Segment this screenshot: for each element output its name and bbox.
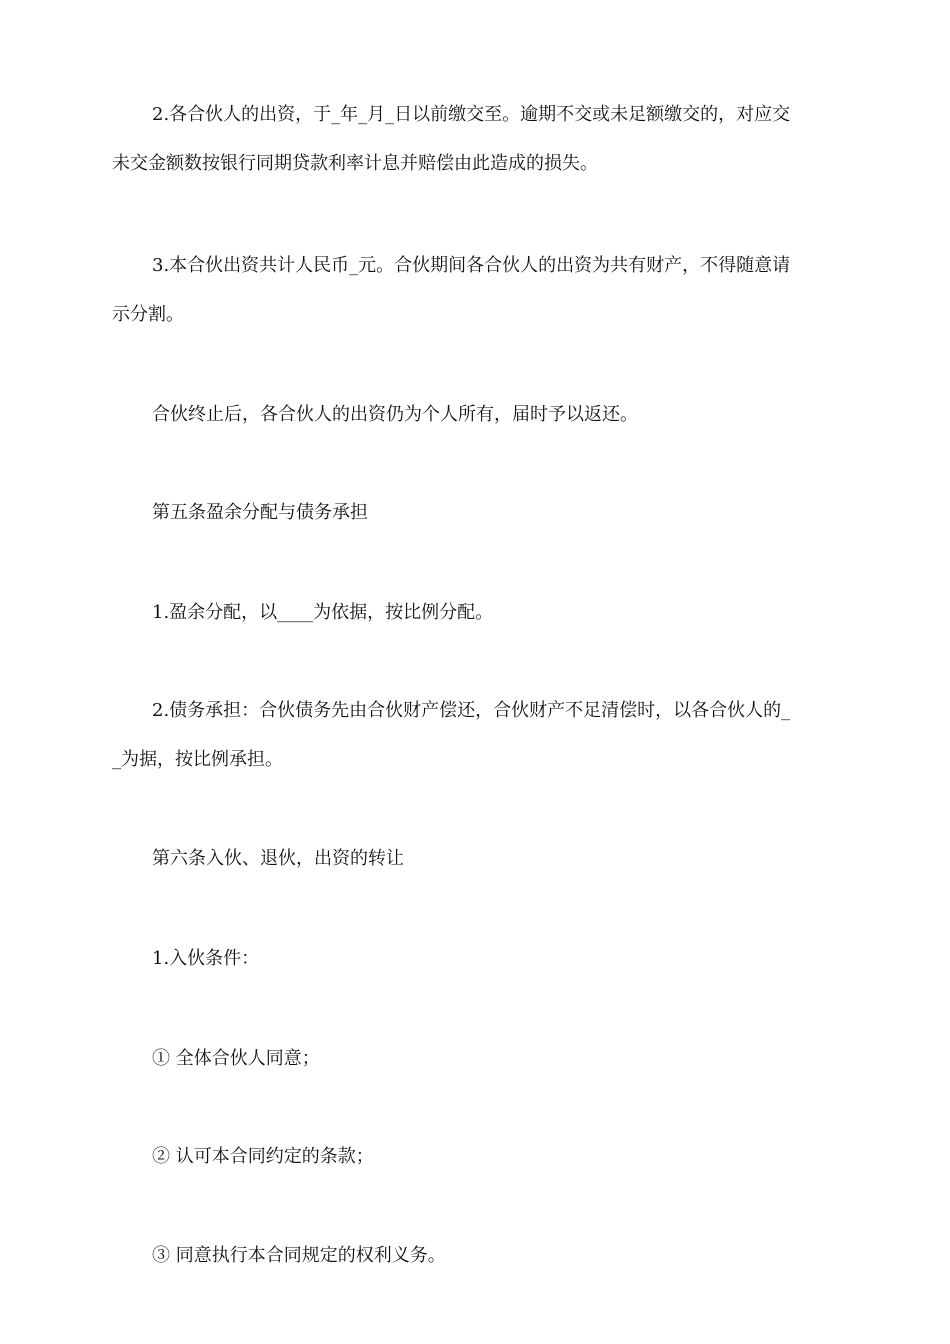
list-item-condition-2 (112, 1132, 838, 1181)
paragraph-contribution-deadline (112, 90, 838, 188)
paragraph-line: 3.本合伙出资共计人民币_元。合伙期间各合伙人的出资为共有财产，不得随意请 (152, 255, 791, 276)
paragraph-line: 未交金额数按银行同期贷款利率计息并赔偿由此造成的损失。 (112, 153, 598, 174)
paragraph-admission-conditions (112, 934, 838, 983)
paragraph-profit-distribution (112, 588, 838, 637)
paragraph-total-contribution (112, 241, 838, 339)
list-item-condition-1 (112, 1034, 838, 1083)
paragraph-line: 2.各合伙人的出资，于_年_月_日以前缴交至。逾期不交或未足额缴交的，对应交 (152, 104, 791, 125)
paragraph-line: 2.债务承担：合伙债务先由合伙财产偿还，合伙财产不足清偿时，以各合伙人的_ (152, 700, 791, 721)
list-item-condition-3 (112, 1231, 838, 1280)
paragraph-line: _为据，按比例承担。 (112, 749, 283, 770)
paragraph-line: 1.盈余分配，以____为依据，按比例分配。 (152, 602, 494, 623)
paragraph-line: 1.入伙条件： (152, 948, 260, 969)
list-item: ① 全体合伙人同意； (152, 1048, 320, 1069)
paragraph-line: 合伙终止后，各合伙人的出资仍为个人所有，届时予以返还。 (152, 404, 638, 425)
list-item: ③ 同意执行本合同规定的权利义务。 (152, 1245, 446, 1266)
section-heading: 第五条盈余分配与债务承担 (152, 502, 368, 523)
paragraph-line: 示分割。 (112, 304, 184, 325)
paragraph-debt-bearing (112, 686, 838, 784)
paragraph-return-contribution (112, 390, 838, 439)
section-heading-article-6 (112, 834, 838, 883)
section-heading: 第六条入伙、退伙，出资的转让 (152, 848, 404, 869)
list-item: ② 认可本合同约定的条款； (152, 1146, 374, 1167)
section-heading-article-5 (112, 488, 838, 537)
